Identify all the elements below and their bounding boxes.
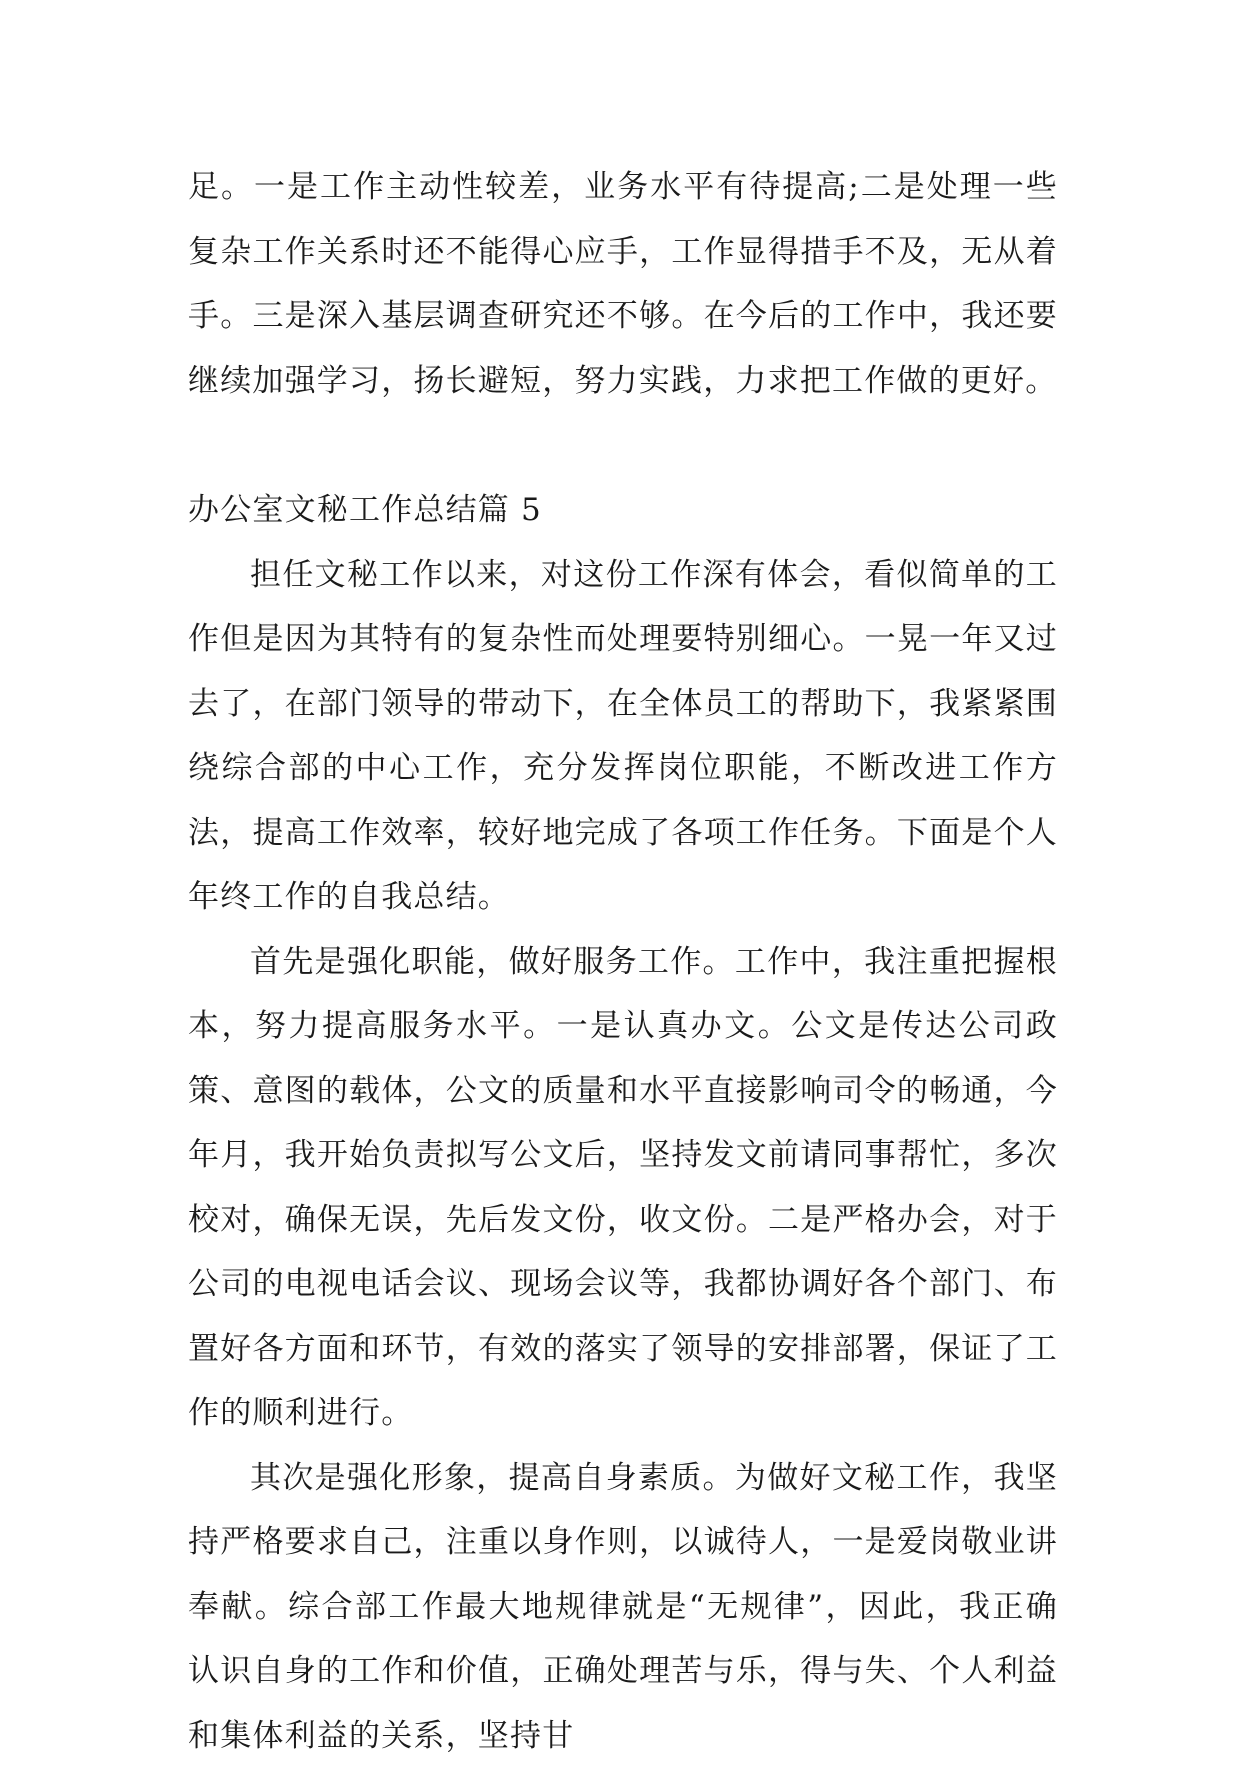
paragraph-continuation: 足。一是工作主动性较差，业务水平有待提高;二是处理一些复杂工作关系时还不能得心应手，工作显得措手不及，无从着手。三是深入基层调查研究还不够。在今后的工作中，我还要继续加强学习，扬长避短，努力实践，力求把工作做的更好。: [188, 155, 1058, 413]
section-heading: 办公室文秘工作总结篇 5: [188, 478, 1058, 543]
paragraph-self-improvement: 其次是强化形象，提高自身素质。为做好文秘工作，我坚持严格要求自己，注重以身作则，以诚待人，一是爱岗敬业讲奉献。综合部工作最大地规律就是“无规律”，因此，我正确认识自身的工作和价值，正确处理苦与乐，得与失、个人利益和集体利益的关系，坚持甘: [188, 1446, 1058, 1768]
paragraph-intro: 担任文秘工作以来，对这份工作深有体会，看似简单的工作但是因为其特有的复杂性而处理要特别细心。一晃一年又过去了，在部门领导的带动下，在全体员工的帮助下，我紧紧围绕综合部的中心工作，充分发挥岗位职能，不断改进工作方法，提高工作效率，较好地完成了各项工作任务。下面是个人年终工作的自我总结。: [188, 543, 1058, 930]
document-body: [188, 155, 1058, 1768]
paragraph-duties: 首先是强化职能，做好服务工作。工作中，我注重把握根本，努力提高服务水平。一是认真办文。公文是传达公司政策、意图的载体，公文的质量和水平直接影响司令的畅通，今年月，我开始负责拟写公文后，坚持发文前请同事帮忙，多次校对，确保无误，先后发文份，收文份。二是严格办会，对于公司的电视电话会议、现场会议等，我都协调好各个部门、布置好各方面和环节，有效的落实了领导的安排部署，保证了工作的顺利进行。: [188, 930, 1058, 1446]
